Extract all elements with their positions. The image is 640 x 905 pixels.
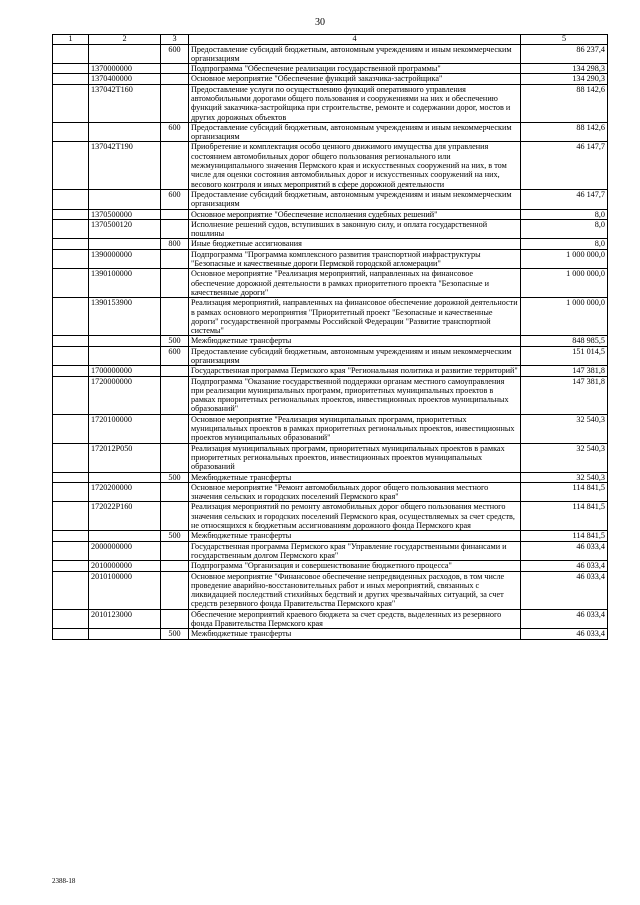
table-row [53, 142, 608, 189]
header-col-1: 1 [53, 35, 89, 45]
table-row [53, 482, 608, 502]
table-row [53, 269, 608, 298]
cell-amount: 46 033,4 [521, 629, 608, 639]
cell-col-1 [53, 84, 89, 122]
cell-expense-type [161, 376, 189, 414]
cell-target-article: 2000000000 [89, 541, 161, 561]
cell-expense-type [161, 269, 189, 298]
cell-col-1 [53, 142, 89, 189]
cell-expense-type: 500 [161, 472, 189, 482]
cell-expense-type: 600 [161, 44, 189, 64]
cell-name: Предоставление субсидий бюджетным, автономным учреждениям и иным некоммерческим организациям [189, 44, 521, 64]
cell-col-1 [53, 239, 89, 249]
cell-amount: 114 841,5 [521, 502, 608, 531]
cell-target-article: 1370500120 [89, 219, 161, 239]
table-row [53, 122, 608, 142]
cell-amount: 32 540,3 [521, 414, 608, 443]
cell-amount: 8,0 [521, 209, 608, 219]
cell-expense-type: 500 [161, 629, 189, 639]
cell-target-article [89, 122, 161, 142]
cell-col-1 [53, 629, 89, 639]
cell-col-1 [53, 482, 89, 502]
table-row [53, 74, 608, 84]
table-row [53, 629, 608, 639]
cell-col-1 [53, 609, 89, 629]
cell-amount: 32 540,3 [521, 443, 608, 472]
table-row [53, 571, 608, 609]
cell-expense-type [161, 366, 189, 376]
cell-name: Межбюджетные трансферты [189, 336, 521, 346]
cell-col-1 [53, 561, 89, 571]
cell-amount: 848 985,5 [521, 336, 608, 346]
cell-expense-type: 600 [161, 346, 189, 366]
cell-col-1 [53, 209, 89, 219]
cell-target-article: 1700000000 [89, 366, 161, 376]
cell-target-article: 1720000000 [89, 376, 161, 414]
cell-col-1 [53, 64, 89, 74]
cell-amount: 46 147,7 [521, 142, 608, 189]
cell-expense-type [161, 561, 189, 571]
cell-expense-type [161, 64, 189, 74]
cell-name: Реализация мероприятий, направленных на финансовое обеспечение дорожной деятельности в рамках основного мероприятия "Приоритетный проект "Безопасные и качественные дороги" государственной программы Российской Федерации "Развитие транспортной системы" [189, 298, 521, 336]
cell-col-1 [53, 531, 89, 541]
table-row [53, 336, 608, 346]
cell-expense-type [161, 482, 189, 502]
cell-target-article [89, 44, 161, 64]
cell-name: Основное мероприятие "Финансовое обеспечение непредвиденных расходов, в том числе проведение аварийно-восстановительных работ и иных мероприятий, связанных с ликвидацией последствий стихийных бедствий и других чрезвычайных ситуаций, за счет средств резервного фонда Правительства Пермского края" [189, 571, 521, 609]
cell-target-article: 1390153900 [89, 298, 161, 336]
table-row [53, 189, 608, 209]
cell-amount: 147 381,8 [521, 366, 608, 376]
cell-name: Реализация муниципальных программ, приоритетных муниципальных проектов в рамках приоритетных региональных проектов, инвестиционных проектов муниципальных образований [189, 443, 521, 472]
cell-col-1 [53, 366, 89, 376]
cell-amount: 114 841,5 [521, 482, 608, 502]
cell-target-article: 1370000000 [89, 64, 161, 74]
table-row [53, 414, 608, 443]
cell-col-1 [53, 74, 89, 84]
cell-name: Основное мероприятие "Ремонт автомобильных дорог общего пользования местного значения сельских и городских поселений Пермского края" [189, 482, 521, 502]
table-row [53, 502, 608, 531]
cell-target-article [89, 189, 161, 209]
cell-name: Межбюджетные трансферты [189, 531, 521, 541]
cell-target-article: 1720200000 [89, 482, 161, 502]
cell-expense-type [161, 249, 189, 269]
cell-expense-type [161, 414, 189, 443]
cell-amount: 151 014,5 [521, 346, 608, 366]
cell-target-article: 137042Т160 [89, 84, 161, 122]
cell-amount: 147 381,8 [521, 376, 608, 414]
cell-col-1 [53, 443, 89, 472]
table-row [53, 209, 608, 219]
cell-amount: 46 033,4 [521, 561, 608, 571]
cell-expense-type [161, 571, 189, 609]
cell-expense-type [161, 298, 189, 336]
table-row [53, 376, 608, 414]
cell-col-1 [53, 298, 89, 336]
cell-amount: 46 147,7 [521, 189, 608, 209]
cell-amount: 46 033,4 [521, 609, 608, 629]
cell-expense-type [161, 209, 189, 219]
cell-name: Приобретение и комплектация особо ценного движимого имущества для управления состоянием автомобильных дорог общего пользования регионального или межмуниципального значения Пермского края и искусственных сооружений на них, в том числе для оценки состояния автомобильных дорог и искусственных сооружений на них, весового контроля и иных мероприятий в сфере дорожной деятельности [189, 142, 521, 189]
header-col-2: 2 [89, 35, 161, 45]
cell-target-article: 137042Т190 [89, 142, 161, 189]
cell-col-1 [53, 219, 89, 239]
cell-name: Основное мероприятие "Реализация мероприятий, направленных на финансовое обеспечение дорожной деятельности в рамках приоритетного проекта "Безопасные и качественные дороги" [189, 269, 521, 298]
cell-target-article [89, 239, 161, 249]
cell-target-article: 1370400000 [89, 74, 161, 84]
cell-target-article: 2010000000 [89, 561, 161, 571]
cell-target-article: 1370500000 [89, 209, 161, 219]
cell-expense-type [161, 74, 189, 84]
cell-col-1 [53, 249, 89, 269]
cell-target-article [89, 346, 161, 366]
cell-name: Государственная программа Пермского края "Региональная политика и развитие территорий" [189, 366, 521, 376]
table-row [53, 531, 608, 541]
table-row [53, 541, 608, 561]
cell-expense-type [161, 502, 189, 531]
cell-name: Государственная программа Пермского края "Управление государственными финансами и государственным долгом Пермского края" [189, 541, 521, 561]
cell-expense-type [161, 541, 189, 561]
cell-name: Предоставление субсидий бюджетным, автономным учреждениям и иным некоммерческим организациям [189, 189, 521, 209]
cell-target-article: 1390100000 [89, 269, 161, 298]
table-body [53, 44, 608, 639]
cell-amount: 88 142,6 [521, 122, 608, 142]
cell-col-1 [53, 571, 89, 609]
cell-name: Подпрограмма "Обеспечение реализации государственной программы" [189, 64, 521, 74]
cell-col-1 [53, 472, 89, 482]
cell-expense-type: 800 [161, 239, 189, 249]
cell-name: Основное мероприятие "Обеспечение исполнения судебных решений" [189, 209, 521, 219]
cell-amount: 8,0 [521, 239, 608, 249]
cell-target-article: 1390000000 [89, 249, 161, 269]
cell-name: Обеспечение мероприятий краевого бюджета за счет средств, выделенных из резервного фонда Правительства Пермского края [189, 609, 521, 629]
cell-expense-type [161, 219, 189, 239]
footer-code: 2388-18 [52, 877, 76, 885]
cell-expense-type [161, 142, 189, 189]
cell-col-1 [53, 44, 89, 64]
cell-target-article: 1720100000 [89, 414, 161, 443]
table-row [53, 84, 608, 122]
cell-amount: 134 290,3 [521, 74, 608, 84]
cell-expense-type: 600 [161, 189, 189, 209]
table-row [53, 298, 608, 336]
cell-name: Предоставление услуги по осуществлению функций оперативного управления автомобильными дорогами общего пользования и сооружениями на них и обеспечению функций заказчика-застройщика при строительстве, ремонте и содержании дорог, мостов и других дорожных объектов [189, 84, 521, 122]
header-col-3: 3 [161, 35, 189, 45]
cell-target-article [89, 629, 161, 639]
cell-amount: 8,0 [521, 219, 608, 239]
cell-amount: 114 841,5 [521, 531, 608, 541]
cell-col-1 [53, 376, 89, 414]
table-row [53, 472, 608, 482]
cell-name: Исполнение решений судов, вступивших в законную силу, и оплата государственной пошлины [189, 219, 521, 239]
cell-name: Предоставление субсидий бюджетным, автономным учреждениям и иным некоммерческим организациям [189, 346, 521, 366]
cell-amount: 46 033,4 [521, 571, 608, 609]
cell-name: Межбюджетные трансферты [189, 629, 521, 639]
cell-target-article: 2010123000 [89, 609, 161, 629]
table-header [53, 35, 608, 45]
cell-col-1 [53, 269, 89, 298]
table-row [53, 346, 608, 366]
cell-target-article [89, 472, 161, 482]
cell-target-article: 2010100000 [89, 571, 161, 609]
cell-col-1 [53, 502, 89, 531]
table-row [53, 366, 608, 376]
cell-name: Предоставление субсидий бюджетным, автономным учреждениям и иным некоммерческим организациям [189, 122, 521, 142]
cell-col-1 [53, 414, 89, 443]
cell-amount: 1 000 000,0 [521, 249, 608, 269]
table-row [53, 219, 608, 239]
cell-name: Основное мероприятие "Реализация муниципальных программ, приоритетных муниципальных проектов в рамках приоритетных региональных проектов, инвестиционных проектов муниципальных образований" [189, 414, 521, 443]
cell-expense-type: 600 [161, 122, 189, 142]
cell-amount: 134 298,3 [521, 64, 608, 74]
cell-amount: 88 142,6 [521, 84, 608, 122]
cell-name: Подпрограмма "Программа комплексного развития транспортной инфраструктуры "Безопасные и качественные дороги Пермской городской агломерации" [189, 249, 521, 269]
table-row [53, 249, 608, 269]
cell-col-1 [53, 346, 89, 366]
table-row [53, 609, 608, 629]
table-row [53, 64, 608, 74]
cell-name: Подпрограмма "Оказание государственной поддержки органам местного самоуправления при реализации муниципальных программ, приоритетных муниципальных проектов в рамках приоритетных региональных проектов, инвестиционных проектов муниципальных образований" [189, 376, 521, 414]
cell-name: Иные бюджетные ассигнования [189, 239, 521, 249]
cell-expense-type [161, 84, 189, 122]
page-number: 30 [315, 17, 325, 28]
cell-target-article: 172012Р050 [89, 443, 161, 472]
cell-amount: 1 000 000,0 [521, 269, 608, 298]
cell-name: Основное мероприятие "Обеспечение функций заказчика-застройщика" [189, 74, 521, 84]
table-row [53, 443, 608, 472]
header-col-5: 5 [521, 35, 608, 45]
cell-expense-type: 500 [161, 336, 189, 346]
table-row [53, 44, 608, 64]
table-row [53, 239, 608, 249]
table-row [53, 561, 608, 571]
cell-amount: 1 000 000,0 [521, 298, 608, 336]
cell-name: Подпрограмма "Организация и совершенствование бюджетного процесса" [189, 561, 521, 571]
cell-expense-type [161, 609, 189, 629]
cell-target-article [89, 336, 161, 346]
cell-amount: 86 237,4 [521, 44, 608, 64]
cell-target-article [89, 531, 161, 541]
header-col-4: 4 [189, 35, 521, 45]
cell-name: Реализация мероприятий по ремонту автомобильных дорог общего пользования местного значения сельских и городских поселений Пермского края, осуществляемых за счет средств, не относящихся к бюджетным ассигнованиям дорожного фонда Пермского края [189, 502, 521, 531]
cell-target-article: 172022Р160 [89, 502, 161, 531]
cell-col-1 [53, 189, 89, 209]
cell-col-1 [53, 541, 89, 561]
cell-name: Межбюджетные трансферты [189, 472, 521, 482]
cell-amount: 32 540,3 [521, 472, 608, 482]
cell-amount: 46 033,4 [521, 541, 608, 561]
cell-expense-type [161, 443, 189, 472]
cell-col-1 [53, 336, 89, 346]
budget-table [52, 34, 608, 640]
cell-expense-type: 500 [161, 531, 189, 541]
cell-col-1 [53, 122, 89, 142]
